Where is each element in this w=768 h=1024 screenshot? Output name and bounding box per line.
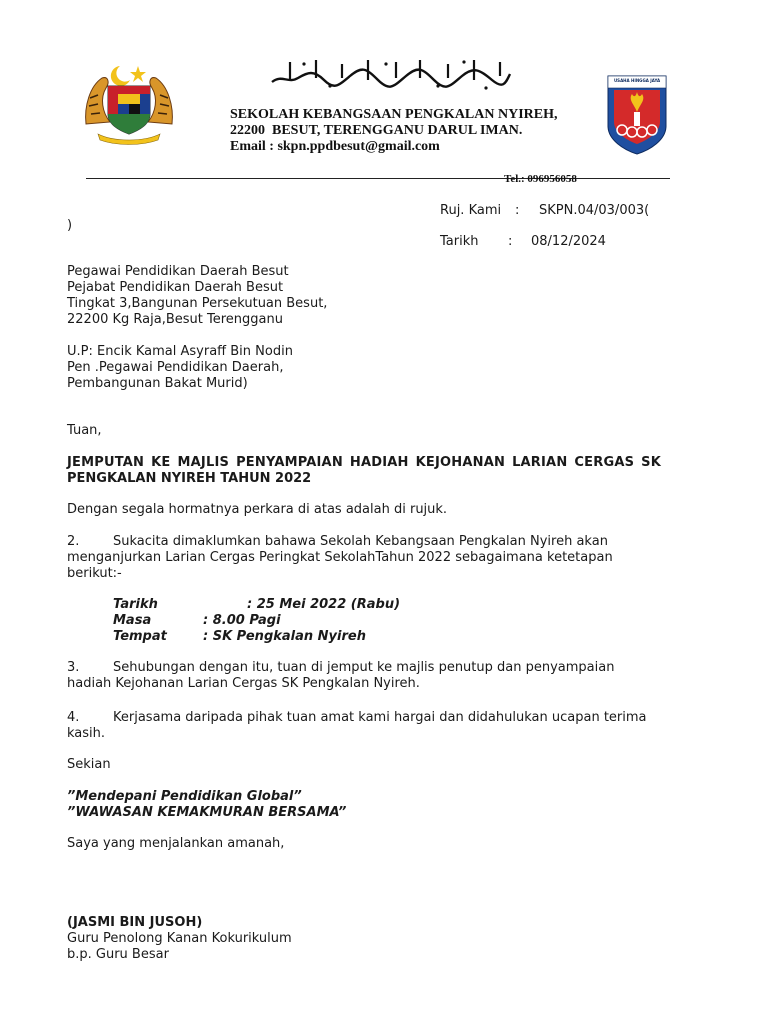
closing: Sekian [67,757,111,772]
signatory-name: (JASMI BIN JUSOH) [67,915,203,930]
para2-line: menganjurkan Larian Cergas Peringkat SekolahTahun 2022 sebagaimana ketetapan [67,550,613,565]
school-address: 22200 BESUT, TERENGGANU DARUL IMAN. [230,123,523,138]
para2-number: 2. [67,534,80,549]
subject-line-2: PENGKALAN NYIREH TAHUN 2022 [67,471,312,486]
coat-of-arms-logo [80,62,178,146]
ref-label: Ruj. Kami [440,203,502,218]
ref-number: SKPN.04/03/003( [539,203,650,218]
para3-line: Sehubungan dengan itu, tuan di jemput ke majlis penutup dan penyampaian [113,660,615,675]
salutation: Tuan, [67,423,102,438]
ref-separator: : [515,203,520,218]
date-value: 08/12/2024 [531,234,606,249]
date-separator: : [508,234,513,249]
slogan: ”Mendepani Pendidikan Global” [67,789,302,804]
attention-line: Pembangunan Bakat Murid) [67,376,248,391]
recipient-address [67,264,327,328]
recipient-line: Tingkat 3,Bangunan Persekutuan Besut, [67,296,328,311]
attention-line: U.P: Encik Kamal Asyraff Bin Nodin [67,344,293,359]
signatory-on-behalf: b.p. Guru Besar [67,947,169,962]
recipient-line: Pejabat Pendidikan Daerah Besut [67,280,284,295]
sign-off: Saya yang menjalankan amanah, [67,836,285,851]
detail-tarikh-label: Tarikh [113,597,158,612]
intro-paragraph: Dengan segala hormatnya perkara di atas adalah di rujuk. [67,502,448,517]
school-email: Email : skpn.ppdbesut@gmail.com [230,139,440,154]
subject-line-1: JEMPUTAN KE MAJLIS PENYAMPAIAN HADIAH KEJOHANAN LARIAN CERGAS SK [67,455,661,470]
jawi-calligraphy-logo [268,56,514,92]
school-logo-motto: USAHA HINGGA JAYA [613,78,661,83]
detail-tarikh-value: : 25 Mei 2022 (Rabu) [247,597,401,612]
attention-block [67,344,293,392]
letterhead-divider [86,178,670,179]
para2-line: Sukacita dimaklumkan bahawa Sekolah Kebangsaan Pengkalan Nyireh akan [113,534,608,549]
school-logo [604,72,670,156]
para2-line: berikut:- [67,566,122,581]
recipient-line: 22200 Kg Raja,Besut Terengganu [67,312,283,327]
school-tel: Tel.: 096956058 [504,173,577,185]
para3-line: hadiah Kejohanan Larian Cergas SK Pengkalan Nyireh. [67,676,420,691]
detail-masa-label: Masa [113,613,152,628]
recipient-line: Pegawai Pendidikan Daerah Besut [67,264,289,279]
para4-number: 4. [67,710,80,725]
para3-number: 3. [67,660,80,675]
attention-line: Pen .Pegawai Pendidikan Daerah, [67,360,284,375]
para4-line: kasih. [67,726,106,741]
para4-line: Kerjasama daripada pihak tuan amat kami hargai dan didahulukan ucapan terima [113,710,647,725]
detail-masa-value: : 8.00 Pagi [203,613,281,628]
slogan: ”WAWASAN KEMAKMURAN BERSAMA” [67,805,347,820]
school-name: SEKOLAH KEBANGSAAN PENGKALAN NYIREH, [230,107,558,122]
signatory-title: Guru Penolong Kanan Kokurikulum [67,931,292,946]
detail-tempat-value: : SK Pengkalan Nyireh [203,629,366,644]
date-label: Tarikh [440,234,479,249]
detail-tempat-label: Tempat [113,629,167,644]
ref-number-wrap: ) [67,218,73,233]
